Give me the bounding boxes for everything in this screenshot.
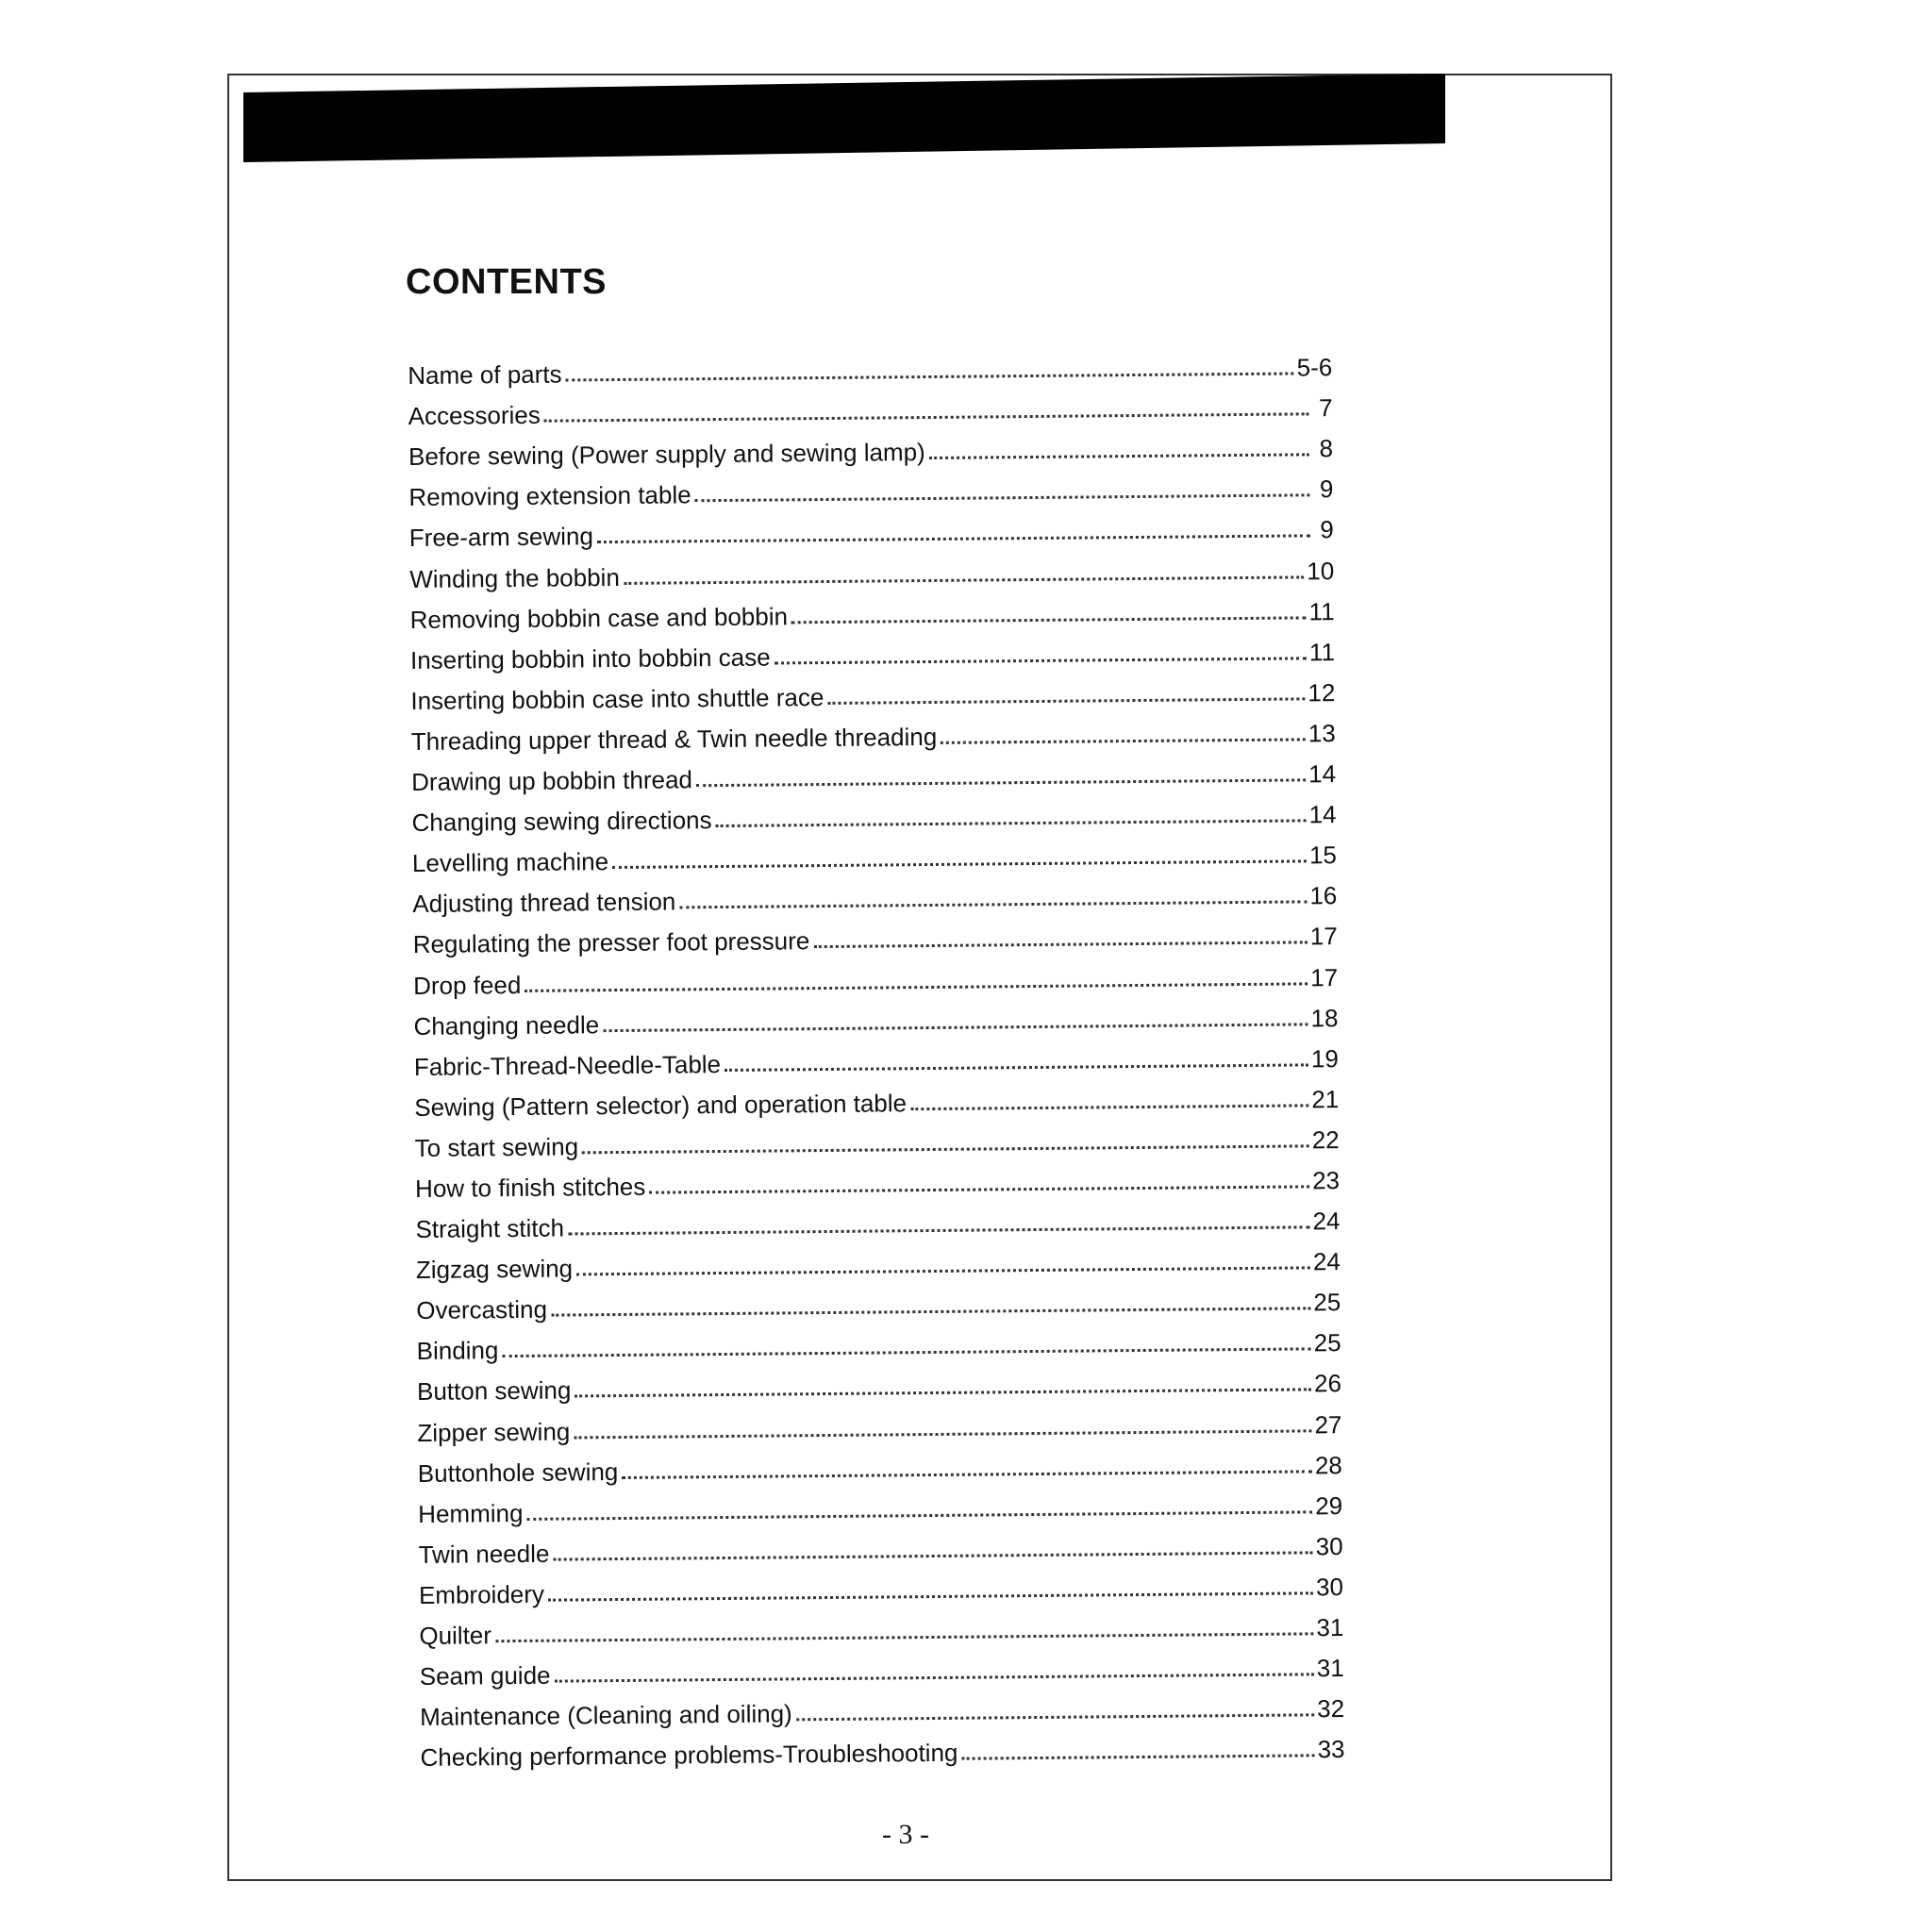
toc-entry-page: 26 [1313, 1369, 1342, 1398]
toc-entry-label: Drawing up bobbin thread [411, 765, 693, 797]
toc-entry-page: 17 [1309, 922, 1338, 951]
toc-entry-page: 24 [1312, 1247, 1341, 1276]
toc-entry-label: Changing needle [413, 1009, 600, 1041]
toc-entry-label: Twin needle [418, 1539, 550, 1569]
toc-entry-page: 16 [1309, 881, 1338, 910]
toc-entry-label: Sewing (Pattern selector) and operation table [414, 1089, 908, 1122]
dot-leader [695, 494, 1310, 503]
toc-entry-label: Winding the bobbin [409, 562, 620, 593]
toc-entry-page: 5-6 [1296, 353, 1333, 382]
toc-entry-label: Button sewing [416, 1375, 572, 1407]
toc-entry-label: How to finish stitches [414, 1172, 646, 1203]
toc-entry-label: Checking performance problems-Troubleshooting [420, 1739, 958, 1773]
toc-entry-page: 32 [1317, 1694, 1345, 1724]
toc-entry-page: 31 [1316, 1613, 1344, 1642]
toc-entry-page: 8 [1319, 434, 1334, 463]
toc-entry-page: 7 [1319, 393, 1333, 423]
toc-entry-page: 27 [1314, 1409, 1342, 1439]
toc-entry-page: 13 [1307, 719, 1336, 748]
toc-entry-page: 24 [1312, 1207, 1341, 1236]
toc-entry-page: 11 [1308, 637, 1336, 667]
toc-entry-label: Buttonhole sewing [417, 1457, 619, 1488]
toc-entry-label: Before sewing (Power supply and sewing lamp) [408, 438, 925, 472]
toc-entry-label: Threading upper thread & Twin needle threading [410, 722, 938, 756]
toc-entry-label: Removing bobbin case and bobbin [409, 602, 789, 634]
toc-entry-label: Levelling machine [411, 847, 609, 878]
toc-entry-label: Changing sewing directions [411, 806, 712, 838]
toc-entry-page: 9 [1319, 475, 1334, 504]
dot-leader [929, 454, 1309, 460]
contents-title: CONTENTS [406, 262, 607, 302]
toc-entry-label: Hemming [418, 1498, 524, 1528]
toc-entry-page: 21 [1311, 1084, 1340, 1114]
dot-leader [679, 901, 1307, 909]
toc-entry-page: 14 [1308, 759, 1337, 789]
page-number: - 3 - [882, 1819, 929, 1850]
toc-entry-page: 15 [1308, 841, 1338, 870]
toc-entry-page: 12 [1307, 677, 1336, 708]
dot-leader [724, 1063, 1308, 1072]
dot-leader [910, 1104, 1308, 1110]
toc-entry-label: Maintenance (Cleaning and oiling) [420, 1699, 792, 1732]
toc-entry-label: Accessories [408, 400, 541, 431]
toc-entry-page: 10 [1307, 556, 1335, 585]
dot-leader [774, 657, 1307, 664]
toc-entry-label: Free-arm sewing [408, 522, 594, 553]
toc-entry-page: 25 [1313, 1288, 1341, 1317]
toc-entry-label: Inserting bobbin into bobbin case [409, 642, 771, 675]
dot-leader [961, 1755, 1314, 1760]
toc-entry-label: Removing extension table [408, 480, 691, 512]
dot-leader [791, 616, 1307, 624]
table-of-contents [408, 339, 1345, 1773]
toc-entry-label: Inserting bobbin case into shuttle race [410, 682, 824, 715]
toc-entry-page: 29 [1315, 1491, 1343, 1521]
toc-entry-page: 30 [1315, 1572, 1344, 1602]
toc-entry-label: Binding [416, 1336, 499, 1366]
toc-entry-page: 23 [1311, 1166, 1341, 1195]
toc-entry-page: 18 [1310, 1003, 1339, 1032]
toc-entry-page: 30 [1315, 1531, 1343, 1561]
toc-entry-label: Fabric-Thread-Needle-Table [413, 1049, 722, 1081]
toc-entry-label: Name of parts [408, 359, 562, 391]
dot-leader [796, 1714, 1314, 1722]
toc-entry-label: Zigzag sewing [415, 1254, 574, 1285]
dot-leader [696, 778, 1306, 787]
dot-leader [649, 1185, 1309, 1193]
toc-entry-page: 28 [1314, 1450, 1342, 1479]
toc-entry-label: Straight stitch [415, 1213, 565, 1244]
toc-entry-label: Seam guide [419, 1660, 551, 1691]
dot-leader [827, 697, 1305, 705]
toc-entry-page: 14 [1308, 800, 1337, 829]
toc-entry-label: Overcasting [416, 1294, 548, 1325]
toc-entry-page: 17 [1310, 962, 1339, 991]
dot-leader [716, 819, 1307, 827]
toc-entry-page: 31 [1316, 1654, 1344, 1683]
toc-entry-page: 22 [1311, 1124, 1340, 1155]
toc-entry-page: 9 [1320, 515, 1334, 544]
toc-entry-label: Embroidery [418, 1579, 545, 1609]
toc-entry-label: Drop feed [413, 970, 522, 1000]
toc-entry-page: 25 [1313, 1328, 1341, 1357]
toc-entry-label: Regulating the presser foot pressure [412, 926, 810, 959]
toc-entry-label: To start sewing [414, 1132, 579, 1162]
toc-entry-label: Zipper sewing [417, 1417, 571, 1447]
toc-entry-label: Adjusting thread tension [412, 887, 676, 919]
toc-entry-page: 33 [1317, 1735, 1345, 1764]
toc-entry-page: 11 [1308, 596, 1335, 625]
dot-leader [941, 738, 1306, 744]
toc-entry-label: Quilter [419, 1621, 492, 1650]
dot-leader [813, 941, 1307, 949]
toc-entry-page: 19 [1310, 1043, 1340, 1074]
